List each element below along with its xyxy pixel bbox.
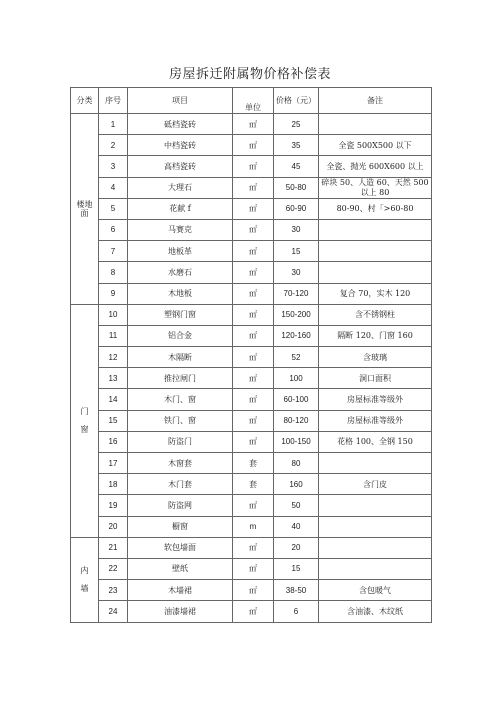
cell-unit: ㎡ <box>233 262 274 283</box>
cell-price: 70-120 <box>274 283 319 304</box>
table-row <box>71 474 432 495</box>
compensation-table <box>70 87 432 623</box>
cell-unit: ㎡ <box>233 156 274 177</box>
cell-note: 80-90、村「>60-80 <box>319 198 432 219</box>
cell-item: 木地板 <box>128 283 233 304</box>
header-item: 项目 <box>128 88 233 114</box>
table-row <box>71 304 432 325</box>
header-category: 分类 <box>71 88 99 114</box>
cell-item: 马赛克 <box>128 219 233 240</box>
cell-no: 6 <box>99 219 128 240</box>
cell-price: 6 <box>274 601 319 622</box>
cell-unit: ㎡ <box>233 347 274 368</box>
table-row <box>71 219 432 240</box>
cell-note <box>319 516 432 537</box>
cell-price: 80 <box>274 453 319 474</box>
cell-price: 100 <box>274 368 319 389</box>
cell-note <box>319 453 432 474</box>
cell-unit: ㎡ <box>233 558 274 579</box>
table-row <box>71 241 432 262</box>
cell-note: 含包暖气 <box>319 580 432 601</box>
cell-item: 木墙裙 <box>128 580 233 601</box>
category-label: 窗 <box>80 425 89 435</box>
table-row <box>71 177 432 198</box>
table-row <box>71 516 432 537</box>
cell-item: 推拉闸门 <box>128 368 233 389</box>
cell-price: 120-160 <box>274 325 319 346</box>
cell-note: 全瓷 500X500 以下 <box>319 135 432 156</box>
cell-item: 橱窗 <box>128 516 233 537</box>
cell-note: 含油漆、木纹纸 <box>319 601 432 622</box>
table-row <box>71 410 432 431</box>
cell-price: 38-50 <box>274 580 319 601</box>
cell-note: 含门皮 <box>319 474 432 495</box>
cell-item: 铁门、窗 <box>128 410 233 431</box>
cell-note: 含玻璃 <box>319 347 432 368</box>
cell-no: 3 <box>99 156 128 177</box>
cell-price: 60-90 <box>274 198 319 219</box>
cell-item: 木窗套 <box>128 453 233 474</box>
cell-item: 中档瓷砖 <box>128 135 233 156</box>
table-row <box>71 262 432 283</box>
cell-unit: m <box>233 516 274 537</box>
table-row <box>71 368 432 389</box>
cell-item: 防盗网 <box>128 495 233 516</box>
cell-price: 20 <box>274 537 319 558</box>
table-row <box>71 495 432 516</box>
cell-no: 15 <box>99 410 128 431</box>
cell-item: 防盗门 <box>128 431 233 452</box>
cell-price: 15 <box>274 558 319 579</box>
cell-price: 52 <box>274 347 319 368</box>
cell-item: 软包墙面 <box>128 537 233 558</box>
cell-note: 房屋标准等级外 <box>319 410 432 431</box>
cell-item: 木门套 <box>128 474 233 495</box>
document-title: 房屋拆迁附属物价格补偿表 <box>168 67 331 82</box>
cell-item: 砥档瓷砖 <box>128 114 233 135</box>
cell-no: 17 <box>99 453 128 474</box>
cell-note <box>319 537 432 558</box>
cell-price: 45 <box>274 156 319 177</box>
cell-no: 8 <box>99 262 128 283</box>
cell-note <box>319 219 432 240</box>
cell-item: 木门、窗 <box>128 389 233 410</box>
cell-no: 12 <box>99 347 128 368</box>
cell-no: 19 <box>99 495 128 516</box>
cell-note: 房屋标准等级外 <box>319 389 432 410</box>
cell-note: 碎块 50、人造 60、天然 500 以上 80 <box>319 177 432 198</box>
cell-unit: ㎡ <box>233 431 274 452</box>
cell-unit: ㎡ <box>233 537 274 558</box>
cell-item: 大理石 <box>128 177 233 198</box>
cell-item: 铝合金 <box>128 325 233 346</box>
category-label: 墙 <box>80 584 89 594</box>
table-row <box>71 453 432 474</box>
cell-price: 100-150 <box>274 431 319 452</box>
cell-item: 地板革 <box>128 241 233 262</box>
cell-item: 花献 f <box>128 198 233 219</box>
table-row <box>71 558 432 579</box>
cell-unit: ㎡ <box>233 325 274 346</box>
cell-unit: 套 <box>233 453 274 474</box>
cell-unit: ㎡ <box>233 580 274 601</box>
cell-no: 11 <box>99 325 128 346</box>
cell-price: 30 <box>274 262 319 283</box>
cell-price: 25 <box>274 114 319 135</box>
table-row <box>71 389 432 410</box>
category-cell <box>71 537 99 622</box>
cell-unit: ㎡ <box>233 304 274 325</box>
category-label: 楼地 <box>76 199 93 209</box>
cell-no: 10 <box>99 304 128 325</box>
header-no: 序号 <box>99 88 128 114</box>
cell-no: 20 <box>99 516 128 537</box>
table-row <box>71 283 432 304</box>
cell-no: 22 <box>99 558 128 579</box>
header-row <box>71 88 432 114</box>
cell-note: 复合 70，实木 120 <box>319 283 432 304</box>
cell-item: 塑钢门窗 <box>128 304 233 325</box>
cell-unit: ㎡ <box>233 410 274 431</box>
category-label: 面 <box>80 208 89 218</box>
cell-note: 全瓷、抛光 600X600 以上 <box>319 156 432 177</box>
cell-note: 含不锈钢柱 <box>319 304 432 325</box>
cell-note <box>319 114 432 135</box>
category-label: 门 <box>80 407 89 417</box>
category-label: 内 <box>80 565 89 575</box>
table-row <box>71 431 432 452</box>
cell-no: 24 <box>99 601 128 622</box>
cell-note: 隔断 120、门窗 160 <box>319 325 432 346</box>
cell-price: 60-100 <box>274 389 319 410</box>
table-body <box>71 114 432 623</box>
cell-unit: 套 <box>233 474 274 495</box>
cell-price: 35 <box>274 135 319 156</box>
cell-no: 5 <box>99 198 128 219</box>
cell-item: 壁纸 <box>128 558 233 579</box>
table-row <box>71 114 432 135</box>
cell-unit: ㎡ <box>233 198 274 219</box>
cell-price: 150-200 <box>274 304 319 325</box>
cell-price: 30 <box>274 219 319 240</box>
cell-unit: ㎡ <box>233 177 274 198</box>
cell-no: 23 <box>99 580 128 601</box>
cell-unit: ㎡ <box>233 283 274 304</box>
cell-item: 木隔断 <box>128 347 233 368</box>
table-row <box>71 601 432 622</box>
cell-unit: ㎡ <box>233 601 274 622</box>
table-row <box>71 580 432 601</box>
table-row <box>71 347 432 368</box>
cell-note <box>319 262 432 283</box>
cell-note <box>319 495 432 516</box>
cell-unit: ㎡ <box>233 135 274 156</box>
cell-note: 洞口面积 <box>319 368 432 389</box>
cell-price: 50-80 <box>274 177 319 198</box>
cell-unit: ㎡ <box>233 241 274 262</box>
header-price: 价格（元） <box>274 88 319 114</box>
cell-unit: ㎡ <box>233 495 274 516</box>
table-row <box>71 537 432 558</box>
table-row <box>71 325 432 346</box>
cell-no: 18 <box>99 474 128 495</box>
cell-price: 80-120 <box>274 410 319 431</box>
cell-unit: ㎡ <box>233 219 274 240</box>
cell-no: 7 <box>99 241 128 262</box>
cell-note <box>319 241 432 262</box>
cell-note: 花格 100、全钢 150 <box>319 431 432 452</box>
category-cell <box>71 304 99 537</box>
cell-unit: ㎡ <box>233 389 274 410</box>
table-row <box>71 156 432 177</box>
header-unit: 单位 <box>233 88 274 114</box>
cell-no: 9 <box>99 283 128 304</box>
cell-note <box>319 558 432 579</box>
cell-no: 16 <box>99 431 128 452</box>
cell-no: 2 <box>99 135 128 156</box>
category-cell <box>71 114 99 305</box>
cell-no: 13 <box>99 368 128 389</box>
table-row <box>71 198 432 219</box>
cell-price: 50 <box>274 495 319 516</box>
table-row <box>71 135 432 156</box>
cell-unit: ㎡ <box>233 114 274 135</box>
cell-item: 水磨石 <box>128 262 233 283</box>
cell-no: 4 <box>99 177 128 198</box>
header-note: 备注 <box>319 88 432 114</box>
cell-price: 40 <box>274 516 319 537</box>
cell-price: 160 <box>274 474 319 495</box>
cell-no: 1 <box>99 114 128 135</box>
cell-unit: ㎡ <box>233 368 274 389</box>
cell-no: 21 <box>99 537 128 558</box>
cell-price: 15 <box>274 241 319 262</box>
cell-no: 14 <box>99 389 128 410</box>
cell-item: 油漆墙裙 <box>128 601 233 622</box>
cell-item: 高档瓷砖 <box>128 156 233 177</box>
